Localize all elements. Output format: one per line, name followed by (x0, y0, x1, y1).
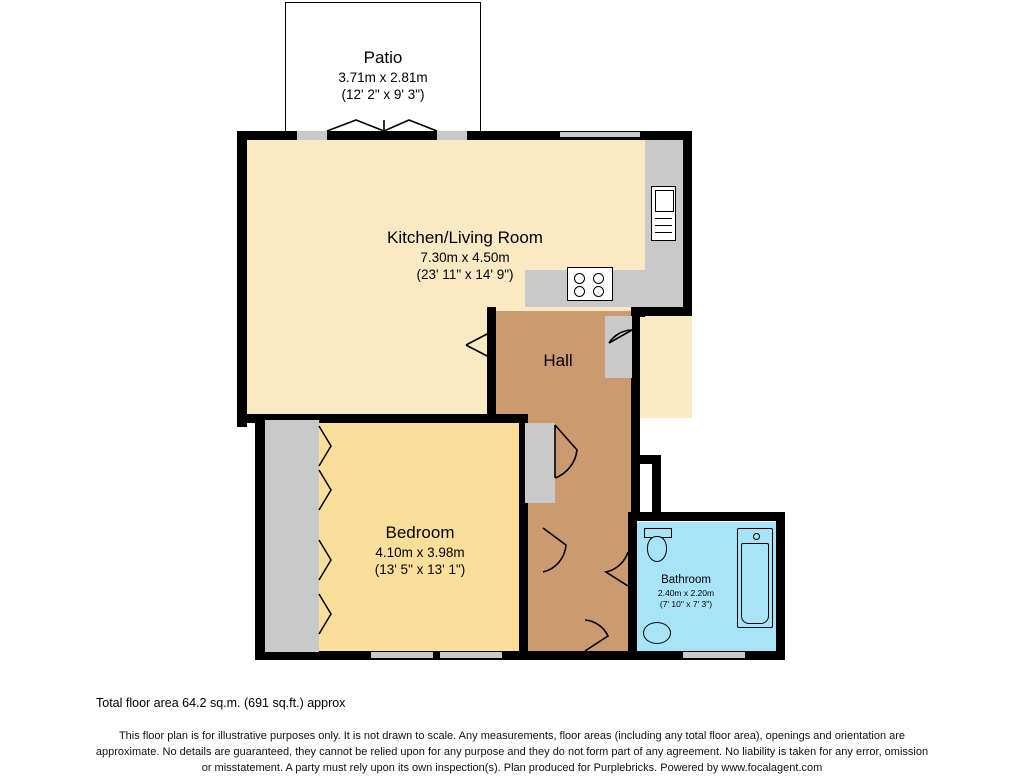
room-dims-kitchen-living-room: 7.30m x 4.50m (420, 249, 510, 265)
window-bedroom-bottom-2 (440, 651, 502, 659)
wall-bedroom-left (255, 418, 265, 660)
room-name-bedroom: Bedroom (385, 523, 455, 542)
disclaimer (92, 729, 932, 777)
window-kitchen-top-right (560, 131, 640, 138)
kitchen-sink-bowl (655, 190, 674, 212)
wall-kitchen-left (237, 131, 247, 427)
room-dims-imperial-kitchen-living-room: (23' 11" x 14' 9") (416, 267, 514, 283)
room-label-patio (285, 47, 481, 103)
kitchen-sink (651, 186, 676, 241)
kitchen-sink-drainer-line-1 (655, 218, 672, 219)
hob-ring-1 (574, 273, 585, 284)
window-bedroom-left (265, 420, 319, 652)
room-name-kitchen-living-room: Kitchen/Living Room (387, 228, 543, 247)
room-dims-bathroom: 2.40m x 2.20m (657, 587, 715, 598)
wall-hall-right (631, 307, 640, 512)
hob-ring-4 (593, 286, 604, 297)
total-floor-area: Total floor area 64.2 sq.m. (691 sq.ft.) approx (96, 696, 346, 710)
window-bathroom-bottom (683, 651, 745, 659)
room-dims-bedroom: 4.10m x 3.98m (375, 544, 465, 560)
room-name-hall: Hall (543, 351, 573, 370)
kitchen-sink-drainer-line-3 (655, 232, 672, 233)
bath-tap-icon (753, 533, 760, 540)
opening-bedroom-hall (525, 423, 555, 503)
wall-bathroom-right (776, 512, 785, 660)
wall-kitchen-right-lower (636, 307, 645, 317)
room-label-bathroom (636, 573, 736, 609)
room-name-patio: Patio (363, 48, 403, 67)
bath-inner (741, 543, 769, 624)
opening-hall-right (605, 316, 632, 378)
room-label-hall (503, 350, 613, 372)
disclaimer-line-2: approximate. No details are guaranteed, they cannot be relied upon for any purpose and they do not form part of any agreement. No liability is taken for any error, omission (95, 745, 929, 758)
room-dims-imperial-bedroom: (13' 5" x 13' 1") (374, 562, 466, 578)
room-name-bathroom: Bathroom (661, 574, 711, 586)
kitchen-sink-drainer-line-2 (655, 225, 672, 226)
room-dims-patio: 3.71m x 2.81m (338, 69, 428, 85)
patio-door-panel-left (297, 131, 327, 140)
toilet-group (642, 528, 674, 568)
patio-door-panel-right (437, 131, 467, 140)
wall-hall-lobby-stub-vertical (652, 455, 661, 515)
wall-bathroom-left (628, 512, 637, 660)
wall-kitchen-right-upper (683, 131, 692, 316)
bath (737, 528, 773, 628)
room-dims-imperial-bathroom: (7' 10" x 7' 3") (659, 598, 713, 609)
room-dims-imperial-patio: (12' 2" x 9' 3") (341, 87, 425, 103)
room-label-bedroom (300, 522, 540, 578)
window-bedroom-bottom-1 (371, 651, 433, 659)
wall-hall-kitchen-divider (487, 307, 496, 419)
hob-ring-3 (574, 286, 585, 297)
wash-basin (643, 622, 671, 644)
disclaimer-line-1: This floor plan is for illustrative purposes only. It is not drawn to scale. Any measurements, floor areas (including any total floor area), openings and orientation are (118, 730, 906, 742)
hob (567, 267, 613, 301)
hob-ring-2 (593, 273, 604, 284)
disclaimer-line-3: or misstatement. A party must rely upon its own inspection(s). Plan produced for Purplebricks. Powered by www.focalagent.com (201, 761, 823, 774)
toilet (647, 536, 667, 562)
